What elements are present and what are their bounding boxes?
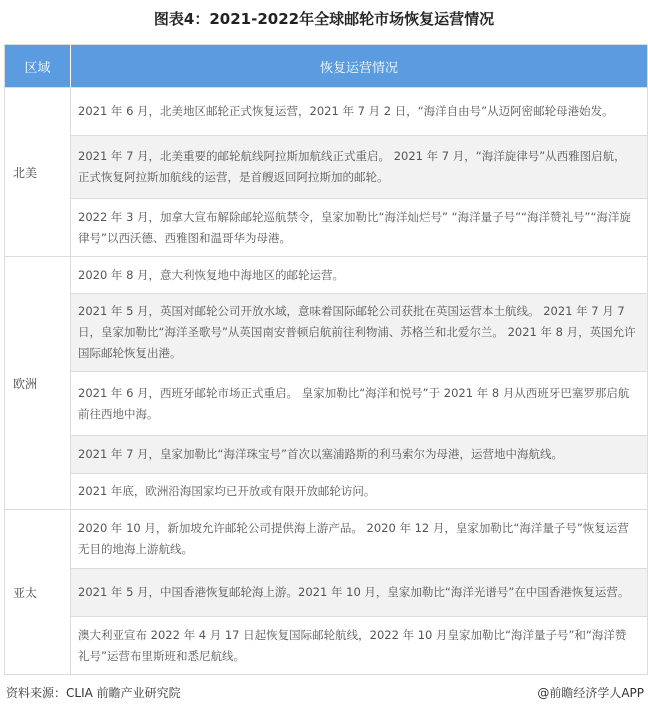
- table-row: 2021 年 6 月，西班牙邮轮市场正式重启。 皇家加勒比“海洋和悦号”于 2021 年 8 月从西班牙巴塞罗那启航前往西地中海。: [71, 371, 647, 435]
- source-note: 资料来源：CLIA 前瞻产业研究院: [6, 686, 181, 700]
- table-row: 2021 年 5 月，英国对邮轮公司开放水域，意味着国际邮轮公司获批在英国运营本土航线。 2021 年 7 月 7 日，皇家加勒比“海洋圣歌号”从英国南安普顿启航前往利物浦、苏格兰和北爱尔兰。 2021 年 8 月，英国允许国际邮轮恢复出港。: [71, 293, 647, 371]
- region-cell: 欧洲: [5, 257, 71, 509]
- table-row: 2021 年 7 月，北美重要的邮轮航线阿拉斯加航线正式重启。 2021 年 7 月，“海洋旋律号”从西雅图启航，正式恢复阿拉斯加航线的运营，是首艘返回阿拉斯加的邮轮。: [71, 135, 647, 198]
- table-row: 2021 年底，欧洲沿海国家均已开放或有限开放邮轮访问。: [71, 473, 647, 509]
- table-row: 2022 年 3 月，加拿大宣布解除邮轮巡航禁令，皇家加勒比“海洋灿烂号” “海洋量子号”“海洋赞礼号”“海洋旋律号”以西沃德、西雅图和温哥华为母港。: [71, 198, 647, 256]
- recovery-table: [4, 44, 648, 675]
- table-row: 2021 年 6 月，北美地区邮轮正式恢复运营，2021 年 7 月 2 日，“海洋自由号”从迈阿密邮轮母港始发。: [78, 104, 614, 118]
- credit: @前瞻经济学人APP: [537, 686, 644, 700]
- region-cell: 北美: [5, 88, 71, 256]
- table-row: 2021 年 7 月，皇家加勒比“海洋珠宝号”首次以塞浦路斯的利马索尔为母港，运营地中海航线。: [71, 435, 647, 473]
- region-cell: 亚太: [5, 510, 71, 674]
- page-title: 图表4：2021-2022年全球邮轮市场恢复运营情况: [153, 10, 495, 28]
- table-row: 2020 年 8 月，意大利恢复地中海地区的邮轮运营。: [78, 267, 345, 282]
- table-header: [5, 45, 647, 87]
- region-group: [5, 87, 647, 256]
- header-status: 恢复运营情况: [319, 60, 398, 76]
- table-row: 2020 年 10 月，新加坡允许邮轮公司提供海上游产品。 2020 年 12 月，皇家加勒比“海洋量子号”恢复运营无目的地海上游航线。: [78, 521, 629, 556]
- table-row: 2021 年 5 月，中国香港恢复邮轮海上游。2021 年 10 月，皇家加勒比“海洋光谱号”在中国香港恢复运营。: [71, 568, 647, 616]
- table-row: 澳大利亚宣布 2022 年 4 月 17 日起恢复国际邮轮航线，2022 年 10 月皇家加勒比“海洋量子号”和“海洋赞礼号”运营布里斯班和悉尼航线。: [71, 616, 647, 674]
- region-group: [5, 256, 647, 509]
- header-region: 区域: [5, 45, 71, 87]
- region-group: [5, 509, 647, 674]
